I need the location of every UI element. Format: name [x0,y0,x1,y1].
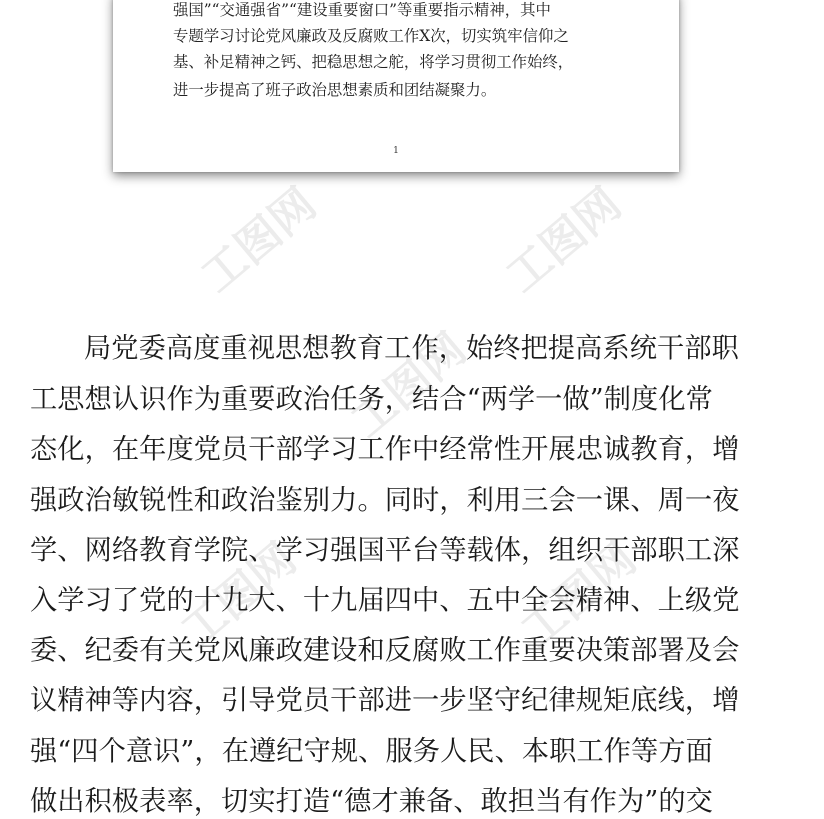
watermark-text: 工图网 [341,323,476,448]
previous-page-line: 专题学习讨论党风廉政及反腐败工作X次，切实筑牢信仰之 [173,27,569,45]
body-line: 强“四个意识”，在遵纪守规、服务人民、本职工作等方面 [30,736,713,767]
previous-page-line: 强国”“交通强省”“建设重要窗口”等重要指示精神，其中 [173,1,551,19]
previous-page-line: 基、补足精神之钙、把稳思想之舵，将学习贯彻工作始终， [173,53,574,71]
body-line: 局党委高度重视思想教育工作，始终把提高系统干部职 [84,333,739,364]
body-line: 入学习了党的十九大、十九届四中、五中全会精神、上级党 [30,585,740,616]
watermark-text: 工图网 [171,533,306,658]
watermark-text: 工图网 [191,178,326,303]
body-line: 议精神等内容，引导党员干部进一步坚守纪律规矩底线，增 [30,685,740,716]
body-line: 态化，在年度党员干部学习工作中经常性开展忠诚教育，增 [30,434,740,465]
body-line: 委、纪委有关党风廉政建设和反腐败工作重要决策部署及会 [30,635,740,666]
watermark-text: 工图网 [511,533,646,658]
body-line: 强政治敏锐性和政治鉴别力。同时，利用三会一课、周一夜 [30,485,740,516]
previous-page-line: 进一步提高了班子政治思想素质和团结凝聚力。 [173,81,497,99]
body-line: 学、网络教育学院、学习强国平台等载体，组织干部职工深 [30,535,740,566]
body-line: 工思想认识作为重要政治任务，结合“两学一做”制度化常 [30,384,713,415]
watermark-text: 工图网 [496,178,631,303]
page-number: 1 [393,146,399,156]
body-line: 做出积极表率，切实打造“德才兼备、敢担当有作为”的交 [30,786,713,817]
